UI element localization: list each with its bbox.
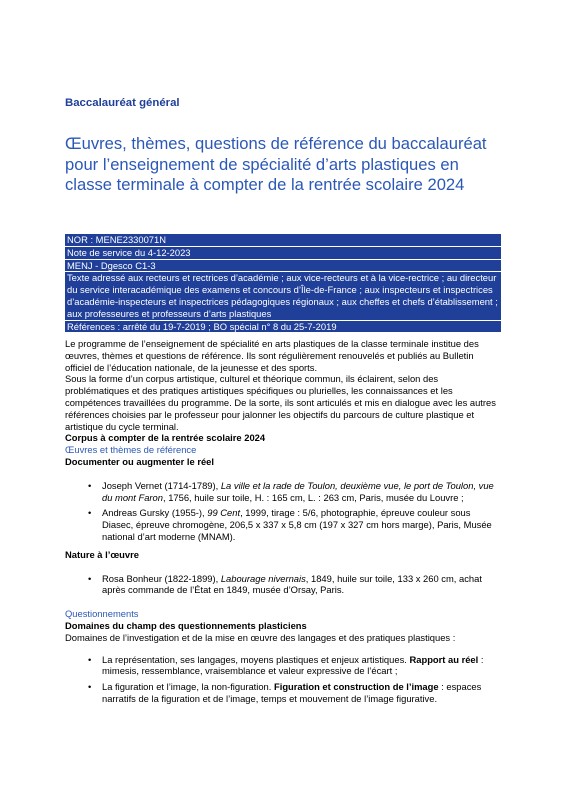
artwork-title: Labourage nivernais [220,572,306,584]
list-item [65,681,502,705]
bullet-icon: • [88,507,92,519]
intro-paragraph-1: Le programme de l’enseignement de spécialité en arts plastiques de la classe terminale institue des œuvres, thèmes et questions de référence. Ils sont régulièrement renouvelés et publiés au Bulletin officiel de l’éducation nationale, de la jeunesse et des sports. [65,338,479,373]
artist-text: Rosa Bonheur (1822-1899), [102,572,221,584]
section-title-nature: Nature à l’œuvre [65,548,139,560]
note-date: Note de service du 4-12-2023 [65,247,501,260]
list-item [65,507,502,542]
list-item [65,654,502,678]
artwork-list-documenter [65,480,502,543]
item-text: La représentation, ses langages, moyens plastiques et enjeux artistiques. [102,653,410,665]
bullet-icon: • [88,653,92,665]
artist-text: Andreas Gursky (1955-), [102,507,208,519]
artist-text: Joseph Vernet (1714-1789), [102,479,221,491]
corpus-subheading: Œuvres et thèmes de référence [65,444,197,456]
questionnements-intro: Domaines de l’investigation et de la mise en œuvre des langages et des pratiques plastiques : [65,631,456,643]
references: Références : arrêté du 19-7-2019 ; BO spécial n° 8 du 25-7-2019 [65,321,501,334]
questionnements-subheading: Domaines du champ des questionnements plasticiens [65,619,307,631]
item-text: La figuration et l’image, la non-figuration. [102,681,274,693]
bullet-icon: • [88,479,92,491]
page-title: Œuvres, thèmes, questions de référence du baccalauréat pour l’enseignement de spécialité d’arts plastiques en classe terminale à compter de la rentrée scolaire 2024 [65,134,487,194]
artwork-details: , 1849, huile sur toile, 133 x 260 cm, achat après commande de l’État en 1849, musée d’Orsay, Paris. [102,572,482,596]
item-after: : espaces narratifs de la figuration et de l’image, temps et mouvement de l’image figurative. [102,681,482,704]
corpus-heading: Corpus à compter de la rentrée scolaire 2024 [65,432,266,444]
questionnements-list [65,654,502,705]
artwork-title: 99 Cent [207,507,241,519]
artwork-details: , 1999, tirage : 5/6, photographie, épreuve couleur sous Diasec, épreuve chromogène, 206,5 x 337 x 5,8 cm (197 x 327 cm hors marge), Paris, Musée national d’art moderne (MNAM). [102,507,492,542]
list-item [65,480,502,504]
item-bold: Rapport au réel [409,653,479,665]
bullet-icon: • [88,681,92,693]
issuing-office: MENJ - Dgesco C1-3 [65,260,501,273]
item-after: : mimesis, ressemblance, vraisemblance et valeur expressive de l’écart ; [102,653,484,677]
questionnements-heading: Questionnements [65,608,139,620]
item-bold: Figuration et construction de l’image [273,681,439,693]
document-body [65,338,502,705]
intro-paragraph-2: Sous la forme d’un corpus artistique, culturel et théorique commun, ils éclairent, selon des problématiques et des pratiques artistiques spécifiques ou plurielles, les connaissances et les compétences travaillées du programme. De la sorte, ils sont articulés et mis en dialogue avec les autres références choisies par le professeur pour jalonner les objectifs du parcours de culture plastique et artistique du cycle terminal. [65,373,496,432]
addressees: Texte adressé aux recteurs et rectrices d’académie ; aux vice-recteurs et à la vice-rectrice ; au directeur du service interacadémique des examens et concours d’Île-de-France ; aux inspecteurs et inspectrices d’académie-inspecteurs et inspectrices pédagogiques régionaux ; aux cheffes et chefs d’établissement ; aux professeures et professeurs d’arts plastiques [65,272,501,320]
bullet-icon: • [88,572,92,584]
nor-reference: NOR : MENE2330071N [65,234,501,247]
artwork-list-nature [65,573,502,597]
section-kicker: Baccalauréat général [65,97,180,109]
artwork-details: , 1756, huile sur toile, H. : 165 cm, L. : 263 cm, Paris, musée du Louvre ; [162,491,464,503]
section-title-documenter: Documenter ou augmenter le réel [65,455,214,467]
list-item [65,573,502,597]
artwork-title: La ville et la rade de Toulon, deuxième vue, le port de Toulon, vue du mont Faron [102,479,494,503]
metadata-block [65,234,501,333]
